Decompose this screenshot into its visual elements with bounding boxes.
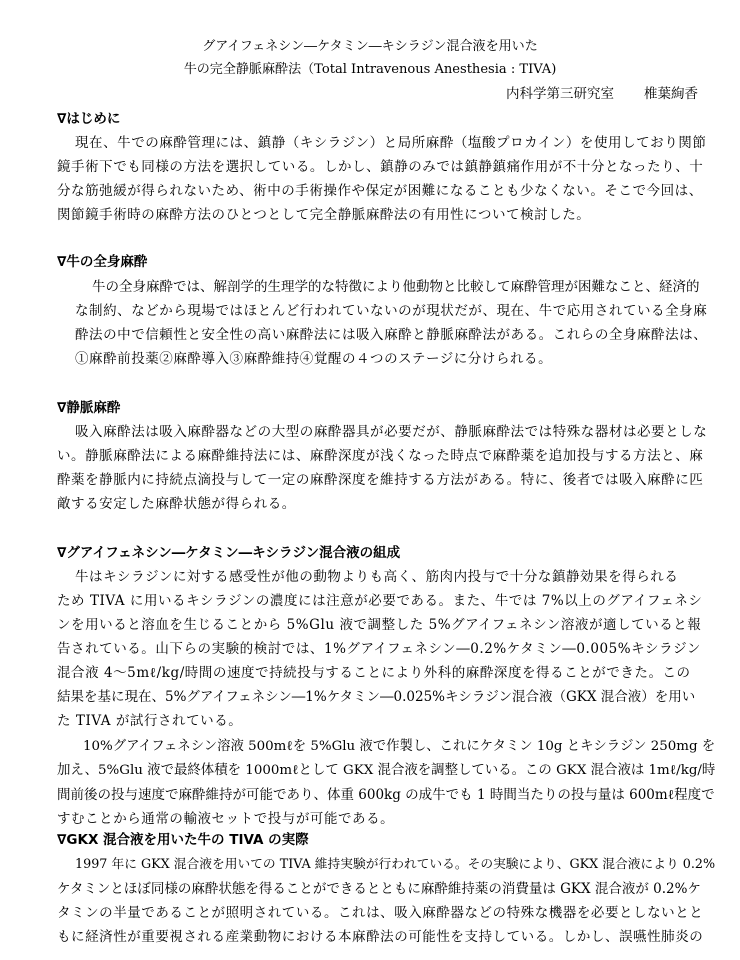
paragraph-line: 混合液 4～5mℓ/kg/時間の速度で持続投与することにより外科的麻酔深度を得ることができた。この — [57, 665, 691, 681]
paragraph-line: ため TIVA に用いるキシラジンの濃度には注意が必要である。また、牛では 7%以上のグアイフェネシ — [57, 593, 703, 609]
paragraph-line: 結果を基に現在、5%グアイフェネシン―1%ケタミン―0.025%キシラジン混合液（GKX 混合液）を用い — [57, 689, 696, 705]
paragraph-line: ケタミンとほぼ同様の麻酔状態を得ることができるとともに麻酔維持薬の消費量は GKX 混合液が 0.2%ケ — [57, 881, 701, 897]
paragraph-line: 10%グアイフェネシン溶液 500mℓを 5%Glu 液で作製し、これにケタミン 10g とキシラジン 250mg を — [83, 739, 716, 754]
paragraph-line: 加え、5%Glu 液で最終体積を 1000mℓとして GKX 混合液を調整している。この GKX 混合液は 1mℓ/kg/時 — [57, 763, 716, 778]
author-name: 椎葉絢香 — [644, 86, 698, 102]
document-title-line1: グアイフェネシン―ケタミン―キシラジン混合液を用いた — [202, 39, 538, 54]
section-heading-gkx-composition: ∇グアイフェネシン―ケタミン―キシラジン混合液の組成 — [57, 545, 401, 561]
author-affiliation — [506, 82, 698, 102]
paragraph-line: 敵する安定した麻酔状態が得られる。 — [57, 496, 296, 512]
paragraph-line: 関節鏡手術時の麻酔方法のひとつとして完全静脈麻酔法の有用性について検討した。 — [57, 207, 591, 223]
affiliation-label: 内科学第三研究室 — [506, 86, 614, 102]
paragraph-line: た TIVA が試行されている。 — [57, 713, 243, 729]
paragraph-line: 酔薬を静脈内に持続点滴投与して一定の麻酔深度を維持する方法がある。特に、後者では吸入麻酔に匹 — [57, 472, 704, 488]
section-heading-introduction: ∇はじめに — [57, 111, 121, 127]
document-title-line2: 牛の完全静脈麻酔法（Total Intravenous Anesthesia : TIVA) — [183, 62, 557, 77]
paragraph-line: 牛の全身麻酔では、解剖学的生理学的な特徴により他動物と比較して麻酔管理が困難なこと、経済的 — [92, 279, 700, 295]
paragraph-line: ①麻酔前投薬②麻酔導入③麻酔維持④覚醒の４つのステージに分けられる。 — [75, 351, 553, 367]
paragraph-line: 告されている。山下らの実験的検討では、1%グアイフェネシン―0.2%ケタミン―0.005%キシラジン — [57, 641, 701, 657]
section-heading-gkx-tiva-practice: ∇GKX 混合液を用いた牛の TIVA の実際 — [57, 832, 309, 848]
paragraph-line: すむことから通常の輸液セットで投与が可能である。 — [57, 811, 395, 827]
section-heading-general-anesthesia: ∇牛の全身麻酔 — [57, 254, 148, 270]
paragraph-line: 間前後の投与速度で麻酔維持が可能であり、体重 600kg の成牛でも 1 時間当たりの投与量は 600mℓ程度で — [57, 787, 715, 803]
paragraph-line: 酔法の中で信頼性と安全性の高い麻酔法には吸入麻酔と静脈麻酔法がある。これらの全身麻酔法は、 — [75, 327, 708, 343]
paragraph-line: ンを用いると溶血を生じることから 5%Glu 液で調整した 5%グアイフェネシン溶液が適していると報 — [57, 617, 702, 633]
section-heading-intravenous-anesthesia: ∇静脈麻酔 — [57, 400, 121, 416]
paragraph-line: 牛はキシラジンに対する感受性が他の動物よりも高く、筋肉内投与で十分な鎮静効果を得られる — [75, 569, 679, 585]
paragraph-line: い。静脈麻酔法による麻酔維持法には、麻酔深度が浅くなった時点で麻酔薬を追加投与する方法と、麻 — [57, 448, 704, 464]
paragraph-line: 1997 年に GKX 混合液を用いての TIVA 維持実験が行われている。その実験により、GKX 混合液により 0.2% — [75, 857, 716, 872]
paragraph-line: 分な筋弛緩が得られないため、術中の手術操作や保定が困難になることも少なくない。そこで今回は、 — [57, 183, 703, 199]
paragraph-line: な制約、などから現場ではほとんど行われていないのが現状だが、現在、牛で応用されている全身麻 — [75, 303, 708, 319]
paragraph-line: 吸入麻酔法は吸入麻酔器などの大型の麻酔器具が必要だが、静脈麻酔法では特殊な器材は必要としな — [75, 424, 708, 440]
paragraph-line: 鏡手術下でも同様の方法を選択している。しかし、鎮静のみでは鎮静鎮痛作用が不十分となったり、十 — [57, 159, 704, 175]
paragraph-line: 現在、牛での麻酔管理には、鎮静（キシラジン）と局所麻酔（塩酸プロカイン）を使用しており関節 — [75, 135, 707, 151]
paragraph-line: タミンの半量であることが照明されている。これは、吸入麻酔器などの特殊な機器を必要としないとと — [57, 905, 704, 921]
paragraph-line: もに経済性が重要視される産業動物における本麻酔法の可能性を支持している。しかし、誤嚥性肺炎の — [57, 929, 704, 945]
